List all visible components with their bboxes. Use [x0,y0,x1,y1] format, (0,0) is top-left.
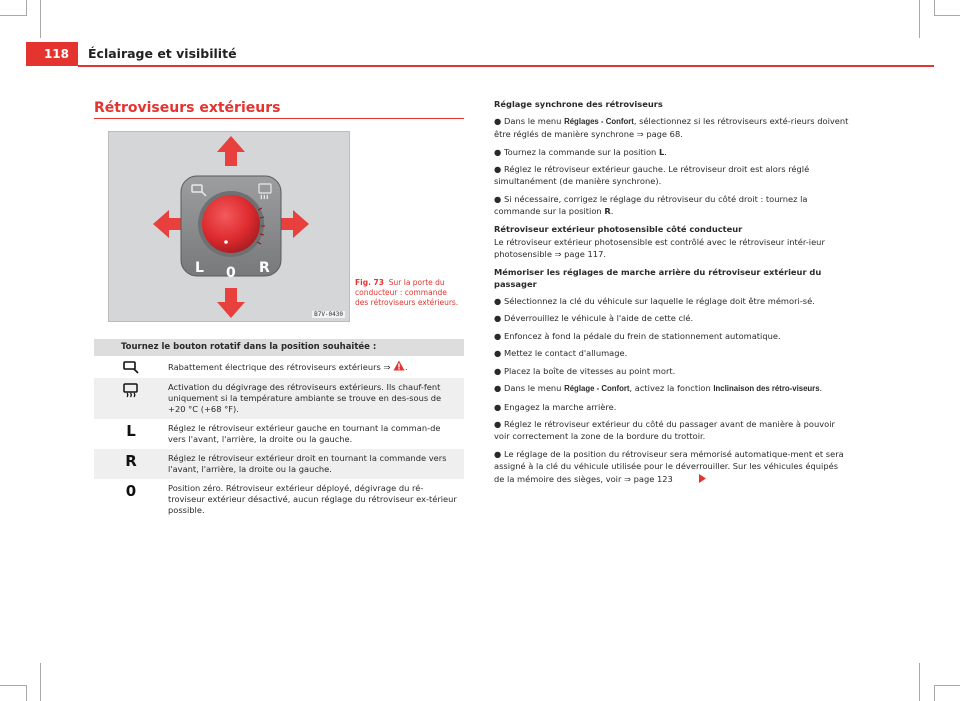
photosensitive-text: Le rétroviseur extérieur photosensible est contrôlé avec le rétroviseur intér-ieur photosensible ⇒ page 117. [494,236,825,260]
figure-caption [355,278,460,308]
memo-step-2: ● Déverrouillez le véhicule à l'aide de cette clé. [494,313,694,324]
table-row [94,479,464,520]
crop-mark [934,15,960,16]
crop-mark [26,0,27,16]
memo-step-6: ● Dans le menu Réglage - Confort, activez la fonction Inclinaison des rétro-viseurs. [494,383,823,394]
arrow-left [153,210,183,238]
table-row-text: Activation du dégivrage des rétroviseurs extérieurs. Ils chauf-fent uniquement si la température ambiante se trouve en des-sous de +20 °C (+68 °F). [168,382,442,414]
table-row [94,449,464,479]
dial-letter-left: L [195,260,204,276]
crop-mark [934,685,960,686]
table-row [94,419,464,449]
crop-mark [26,685,27,701]
table-row [94,378,464,419]
position-l-symbol: L [126,422,136,440]
position-zero-symbol: 0 [125,482,137,500]
dial-letter-zero: 0 [226,265,236,281]
mirror-heat-icon [94,382,168,398]
table-row-text: Réglez le rétroviseur extérieur gauche en tournant la comman-de vers l'avant, l'arrière, la droite ou la gauche. [168,423,441,444]
memo-heading: Mémoriser les réglages de marche arrière du rétroviseur extérieur du passager [494,266,822,289]
right-column [494,98,850,491]
sync-heading: Réglage synchrone des rétroviseurs [494,99,663,109]
memo-step-4: ● Mettez le contact d'allumage. [494,348,628,359]
table-row-text: Réglez le rétroviseur extérieur droit en tournant la commande vers l'avant, l'arrière, la droite ou la gauche. [168,453,447,474]
chapter-title: Éclairage et visibilité [88,46,237,61]
header-rule [78,65,934,67]
mirror-fold-icon [94,360,168,374]
crop-mark [934,685,935,701]
figure-code: B7V-0430 [314,311,343,318]
warning-icon [393,360,405,374]
figure-caption-label: Fig. 73 [355,278,384,287]
page-number: 118 [26,42,78,66]
position-key: L [658,146,665,157]
position-r-symbol: R [125,452,137,470]
knob-dot [224,240,228,244]
function-name: Inclinaison des rétro-viseurs [713,384,820,394]
arrow-right [279,210,309,238]
memo-step-9: ● Le réglage de la position du rétroviseur sera mémorisé automatique-ment et sera assigné à la clé du véhicule utilisée pour le déverrouiller. Sur les véhicules équipés de la mémoire des sièges, voir ⇒ page 123 [494,448,850,486]
sync-step-1: ● Dans le menu Réglages - Confort, sélectionnez si les rétroviseurs exté-rieurs doivent être réglés de manière synchrone ⇒ page 68. [494,115,849,140]
knob [202,195,260,253]
mirror-control-illustration [109,132,349,321]
memo-step-5: ● Placez la boîte de vitesses au point mort. [494,365,676,376]
table-row: Rabattement électrique des rétroviseurs extérieurs ⇒ . [94,356,464,378]
photosensitive-heading: Rétroviseur extérieur photosensible côté conducteur [494,223,743,234]
memo-step-3: ● Enfoncez à fond la pédale du frein de stationnement automatique. [494,330,781,341]
figure-caption-text: Sur la porte du conducteur : commande des rétroviseurs extérieurs. [355,278,459,307]
crop-mark [40,663,41,701]
crop-mark [919,0,920,38]
crop-mark [919,663,920,701]
arrow-down [217,288,245,318]
crop-mark [0,685,26,686]
mirror-control-figure [108,131,350,322]
memo-step-1: ● Sélectionnez la clé du véhicule sur laquelle le réglage doit être mémori-sé. [494,295,815,306]
section-title: Rétroviseurs extérieurs [94,100,281,116]
continue-arrow-icon [699,474,706,486]
table-row-text: Position zéro. Rétroviseur extérieur déployé, dégivrage du ré-troviseur extérieur désactivé, aucun réglage du rétroviseur ex-térieur possible. [168,483,457,515]
crop-mark [40,0,41,38]
position-key: R [604,206,611,217]
menu-name: Réglages - Confort [564,116,634,126]
table-header: Tournez le bouton rotatif dans la position souhaitée : [94,339,464,356]
dial-letter-right: R [259,260,270,276]
sync-step-3: ● Réglez le rétroviseur extérieur gauche. Le rétroviseur droit est alors réglé simultanément (de manière synchrone). [494,164,810,187]
position-table [94,339,464,520]
sync-step-2: ● Tournez la commande sur la position L. [494,146,667,157]
section-rule [94,118,464,119]
sync-step-4: ● Si nécessaire, corrigez le réglage du rétroviseur du côté droit : tournez la commande sur la position R. [494,193,808,217]
arrow-up [217,136,245,166]
crop-mark [0,15,26,16]
table-row-text: Rabattement électrique des rétroviseurs extérieurs ⇒ [168,362,391,372]
memo-step-7: ● Engagez la marche arrière. [494,401,617,412]
crop-mark [934,0,935,16]
memo-step-8: ● Réglez le rétroviseur extérieur du côté du passager avant de manière à pouvoir voir correctement la zone de la bordure du trottoir. [494,419,835,442]
menu-name: Réglage - Confort [564,384,630,394]
